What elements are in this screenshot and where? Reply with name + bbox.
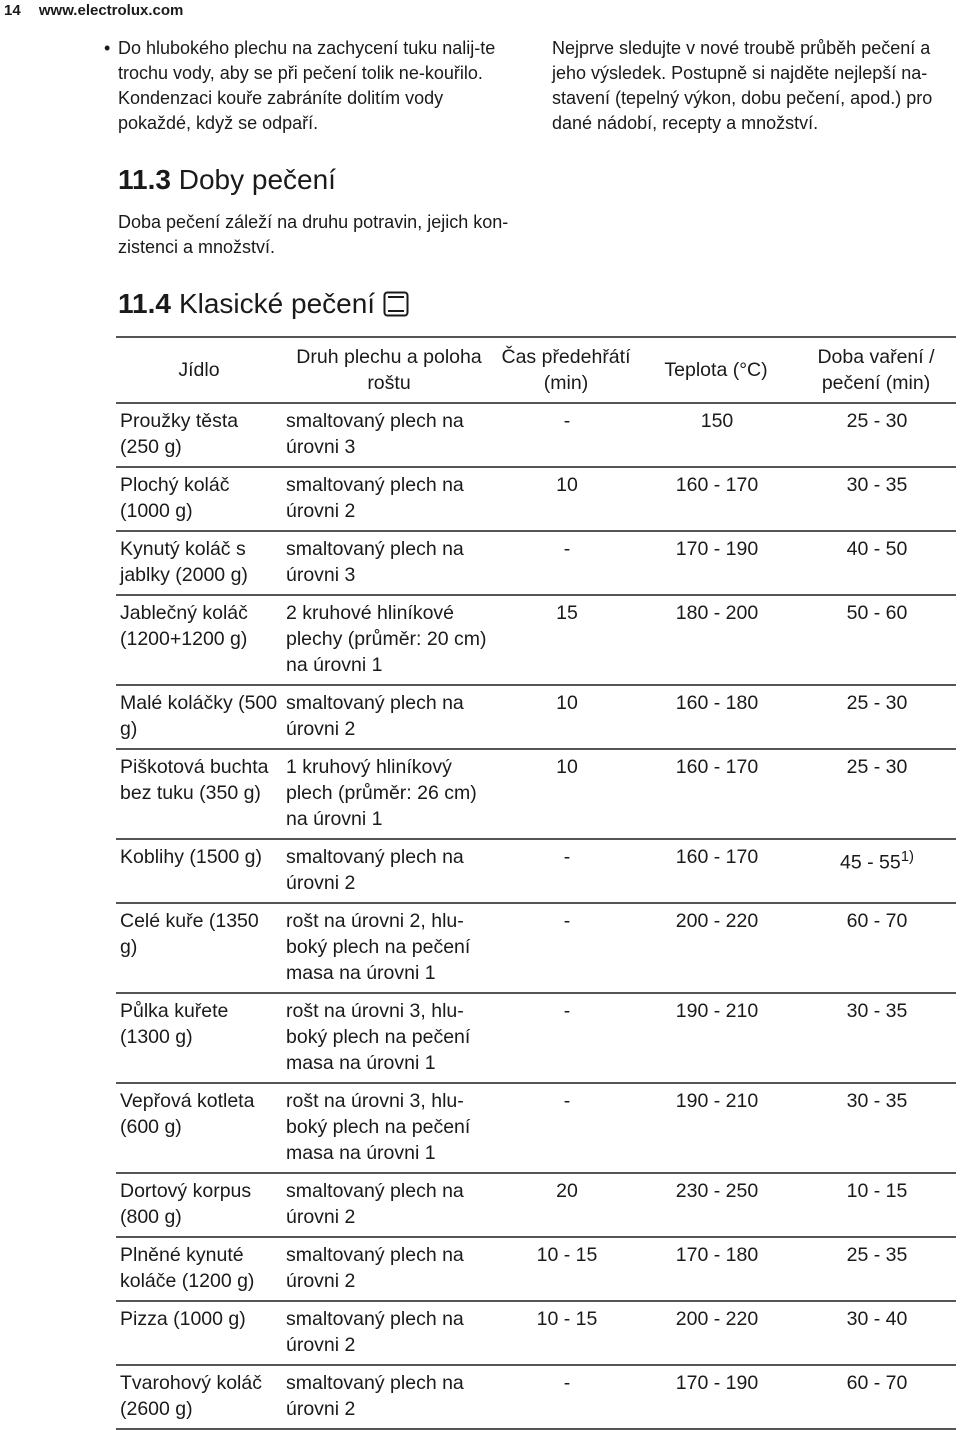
preheat-cell: - [496,531,636,595]
temperature-cell: 160 - 170 [636,467,796,531]
food-cell: Celé kuře (1350 g) [116,903,282,993]
food-cell: Plochý koláč (1000 g) [116,467,282,531]
cooking-time-cell: 10 - 15 [796,1173,956,1237]
header-tray: Druh plechu a poloha roštu [282,337,496,403]
page-number: 14 [4,2,21,19]
preheat-cell: 10 [496,749,636,839]
table-row [116,749,956,839]
food-cell: Koblihy (1500 g) [116,839,282,903]
section-4-heading [118,288,409,320]
food-cell: Plněné kynuté koláče (1200 g) [116,1237,282,1301]
cooking-time-cell: 40 - 50 [796,531,956,595]
food-cell: Proužky těsta (250 g) [116,403,282,467]
bullet-icon: • [104,38,111,58]
temperature-cell: 180 - 200 [636,595,796,685]
tray-cell: smaltovaný plech na úrovni 2 [282,839,496,903]
food-cell: Vepřová kotleta (600 g) [116,1083,282,1173]
section-4-number: 11.4 [118,288,171,319]
temperature-cell: 160 - 170 [636,839,796,903]
table-row [116,1237,956,1301]
header-cooking-time: Doba vaření / pečení (min) [796,337,956,403]
cooking-table [116,336,956,1430]
cooking-time-cell: 60 - 70 [796,903,956,993]
preheat-cell: - [496,403,636,467]
preheat-cell: - [496,993,636,1083]
cooking-time-cell: 30 - 35 [796,1083,956,1173]
preheat-cell: 10 [496,685,636,749]
temperature-cell: 230 - 250 [636,1173,796,1237]
table-row [116,403,956,467]
header-preheat: Čas předehřátí (min) [496,337,636,403]
preheat-cell: 20 [496,1173,636,1237]
preheat-cell: 10 - 15 [496,1301,636,1365]
section-3-number: 11.3 [118,164,171,195]
tray-cell: 2 kruhové hliníkové plechy (průměr: 20 cm) na úrovni 1 [282,595,496,685]
tray-cell: smaltovaný plech na úrovni 2 [282,1365,496,1429]
food-cell: Tvarohový koláč (2600 g) [116,1365,282,1429]
tray-cell: smaltovaný plech na úrovni 2 [282,467,496,531]
section-3-heading [118,164,336,196]
tray-cell: rošt na úrovni 2, hlu-boký plech na pečení masa na úrovni 1 [282,903,496,993]
temperature-cell: 190 - 210 [636,993,796,1083]
bullet-text: Do hlubokého plechu na zachycení tuku nalij-te trochu vody, aby se při pečení tolik ne-kouřilo. Kondenzaci kouře zabráníte dolitím vody pokaždé, když se odpaří. [118,38,496,133]
preheat-cell: 15 [496,595,636,685]
cooking-time-cell: 50 - 60 [796,595,956,685]
table-row [116,1301,956,1365]
cooking-time-cell: 25 - 30 [796,403,956,467]
header-food: Jídlo [116,337,282,403]
table-row [116,467,956,531]
temperature-cell: 200 - 220 [636,903,796,993]
preheat-cell: - [496,1365,636,1429]
intro-paragraph: Nejprve sledujte v nové troubě průběh pečení a jeho výsledek. Postupně si najděte nejlepší na-stavení (tepelný výkon, dobu pečení, apod.) pro dané nádobí, recepty a množství. [552,38,933,133]
temperature-cell: 170 - 190 [636,531,796,595]
tray-cell: smaltovaný plech na úrovni 2 [282,1173,496,1237]
cooking-time-cell: 25 - 30 [796,685,956,749]
temperature-cell: 170 - 190 [636,1365,796,1429]
food-cell: Jablečný koláč (1200+1200 g) [116,595,282,685]
section-3-title: Doby pečení [178,164,336,195]
preheat-cell: - [496,1083,636,1173]
section-4-title: Klasické pečení [178,288,376,319]
temperature-cell: 160 - 180 [636,685,796,749]
food-cell: Pizza (1000 g) [116,1301,282,1365]
table-header-row [116,337,956,403]
temperature-cell: 200 - 220 [636,1301,796,1365]
cooking-time-cell: 60 - 70 [796,1365,956,1429]
table-row [116,1083,956,1173]
tray-cell: smaltovaný plech na úrovni 3 [282,403,496,467]
food-cell: Dortový korpus (800 g) [116,1173,282,1237]
table-row [116,839,956,903]
header-temperature: Teplota (°C) [636,337,796,403]
cooking-time-cell: 30 - 35 [796,993,956,1083]
tray-cell: smaltovaný plech na úrovni 3 [282,531,496,595]
temperature-cell: 170 - 180 [636,1237,796,1301]
bullet-paragraph [104,36,518,136]
cooking-time-cell: 25 - 35 [796,1237,956,1301]
preheat-cell: 10 [496,467,636,531]
tray-cell: rošt na úrovni 3, hlu-boký plech na pečení masa na úrovni 1 [282,993,496,1083]
temperature-cell: 150 [636,403,796,467]
preheat-cell: 10 - 15 [496,1237,636,1301]
preheat-cell: - [496,903,636,993]
tray-cell: 1 kruhový hliníkový plech (průměr: 26 cm) na úrovni 1 [282,749,496,839]
table-row [116,993,956,1083]
footnote-marker: 1) [900,848,915,865]
tray-cell: smaltovaný plech na úrovni 2 [282,685,496,749]
cooking-time-cell: 30 - 40 [796,1301,956,1365]
preheat-cell: - [496,839,636,903]
site-url[interactable]: www.electrolux.com [38,2,184,19]
table-row [116,685,956,749]
table-row [116,903,956,993]
temperature-cell: 160 - 170 [636,749,796,839]
cooking-time-cell: 30 - 35 [796,467,956,531]
tray-cell: smaltovaný plech na úrovni 2 [282,1237,496,1301]
table-row [116,1365,956,1429]
table-row [116,595,956,685]
table-row [116,1173,956,1237]
section-3-text: Doba pečení záleží na druhu potravin, jejich kon-zistenci a množství. [118,212,509,257]
food-cell: Kynutý koláč s jablky (2000 g) [116,531,282,595]
cooking-time-cell: 25 - 30 [796,749,956,839]
food-cell: Půlka kuřete (1300 g) [116,993,282,1083]
page-header [4,2,183,19]
cooking-time-cell: 45 - 55$^{1)}$ [796,839,956,903]
food-cell: Malé koláčky (500 g) [116,685,282,749]
food-cell: Piškotová buchta bez tuku (350 g) [116,749,282,839]
tray-cell: smaltovaný plech na úrovni 2 [282,1301,496,1365]
oven-top-bottom-heat-icon [383,291,409,317]
tray-cell: rošt na úrovni 3, hlu-boký plech na pečení masa na úrovni 1 [282,1083,496,1173]
table-row [116,531,956,595]
temperature-cell: 190 - 210 [636,1083,796,1173]
